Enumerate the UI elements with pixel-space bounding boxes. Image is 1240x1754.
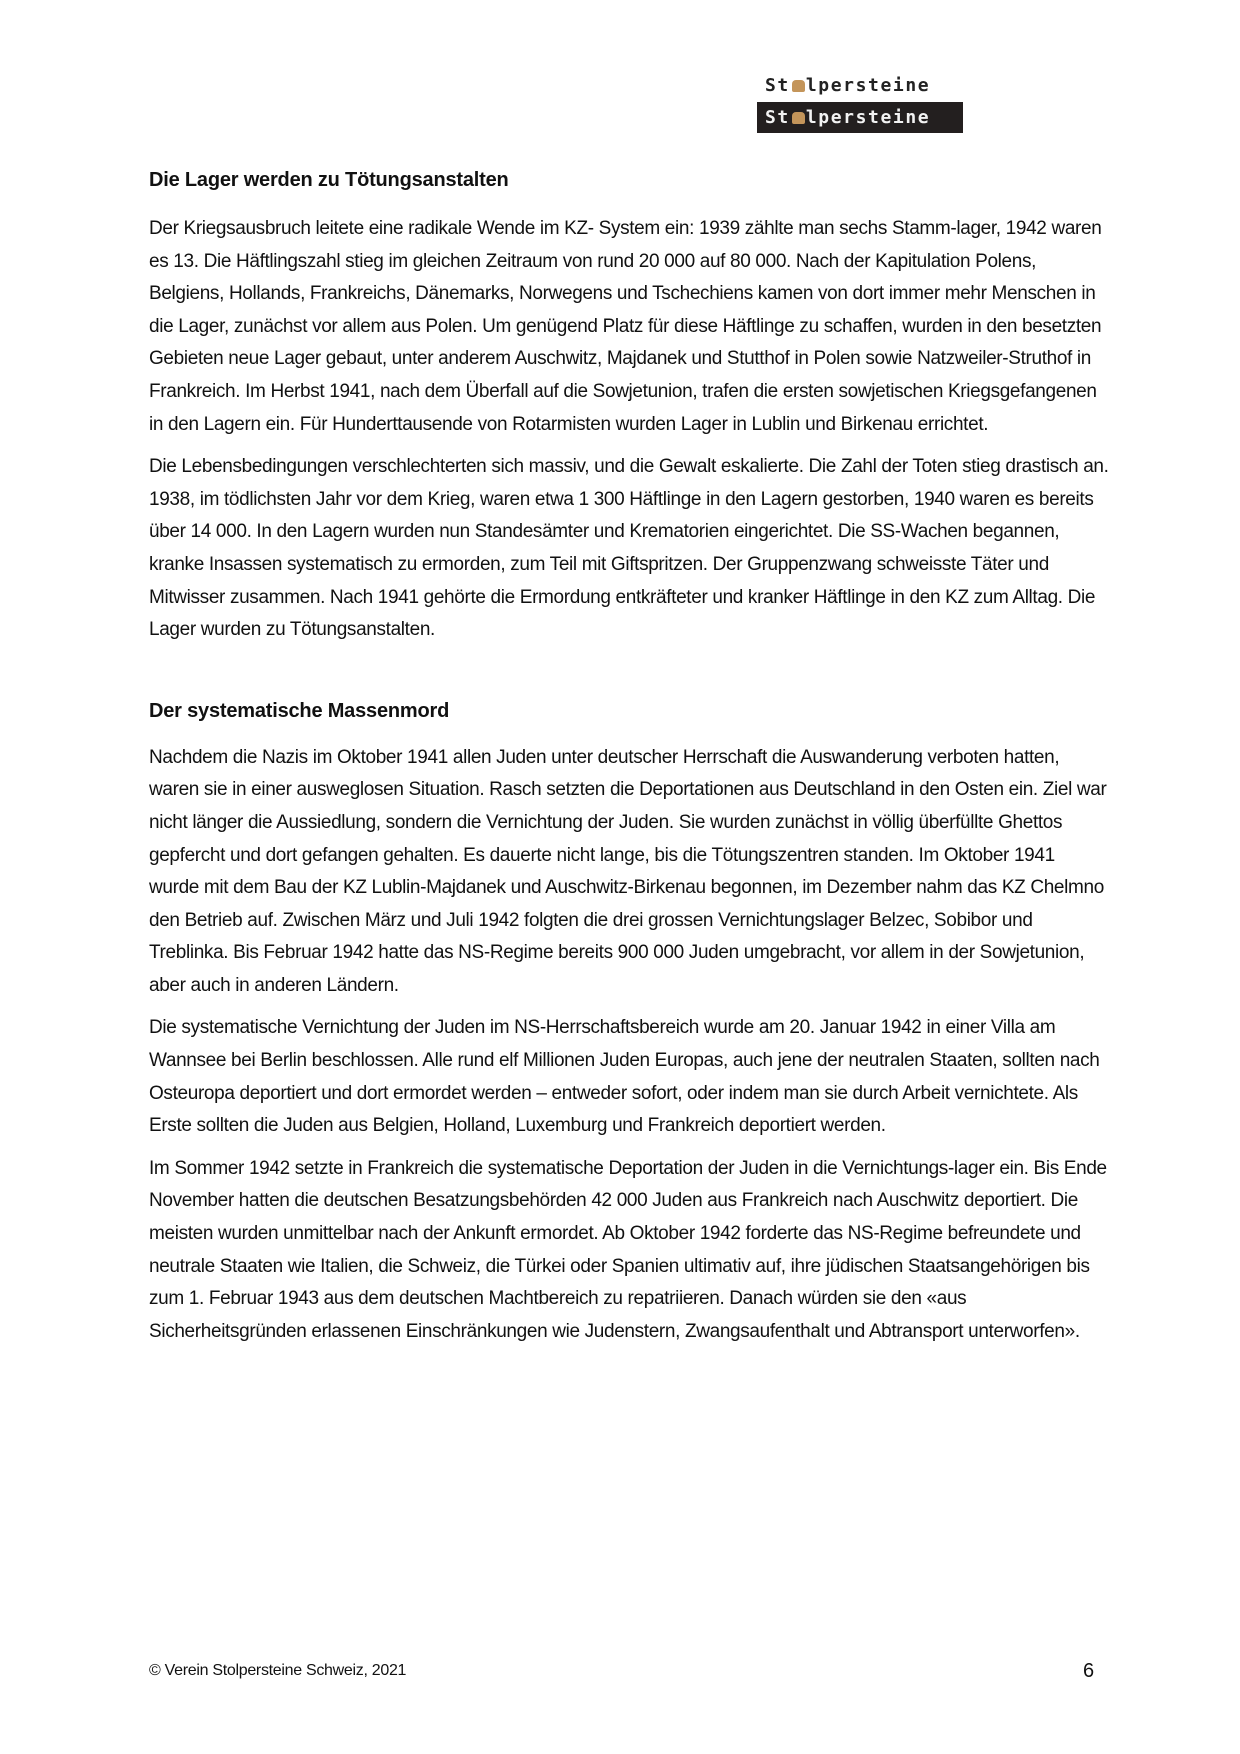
stone-icon (792, 80, 805, 92)
section-heading: Die Lager werden zu Tötungsanstalten (149, 169, 509, 191)
paragraph: Im Sommer 1942 setzte in Frankreich die systematische Deportation der Juden in die Vernichtungs-lager ein. Bis Ende November hatten die deutschen Besatzungsbehörden 42 000 Juden aus Frankreich nach Auschwitz deportiert. Die meisten wurden unmittelbar nach der Ankunft ermordet. Ab Oktober 1942 forderte das NS-Regime befreundete und neutrale Staaten wie Italien, die Schweiz, die Türkei oder Spanien ultimativ auf, ihre jüdischen Staatsangehörigen bis zum 1. Februar 1943 aus dem deutschen Machtbereich zu repatriieren. Danach würden sie den «aus Sicherheitsgründen erlassenen Einschränkungen wie Judenstern, Zwangsaufenthalt und Abtransport unterworfen». (149, 1157, 1107, 1342)
logo-wordmark-dark (757, 102, 963, 133)
section-heading: Der systematische Massenmord (149, 699, 450, 722)
paragraph: Die Lebensbedingungen verschlechterten sich massiv, und die Gewalt eskalierte. Die Zahl der Toten stieg drastisch an. 1938, im tödlichsten Jahr vor dem Krieg, waren etwa 1 300 Häftlinge in den Lagern gestorben, 1940 waren es bereits über 14 000. In den Lagern wurden nun Standesämter und Krematorien eingerichtet. Die SS-Wachen begannen, kranke Insassen systematisch zu ermorden, zum Teil mit Giftspritzen. Der Gruppenzwang schweisste Täter und Mitwisser zusammen. Nach 1941 gehörte die Ermordung entkräfteter und kranker Häftlinge in den KZ zum Alltag. Die Lager wurden zu Tötungsanstalten. (149, 456, 1109, 641)
page-number: 6 (1083, 1660, 1095, 1682)
logo-text-suffix: lpersteine (805, 75, 931, 96)
logo-wordmark-light (757, 74, 963, 98)
paragraph: Die systematische Vernichtung der Juden im NS-Herrschaftsbereich wurde am 20. Januar 1942 in einer Villa am Wannsee bei Berlin beschlossen. Alle rund elf Millionen Juden Europas, auch jene der neutralen Staaten, sollten nach Osteuropa deportiert und dort ermordet werden – entweder sofort, oder indem man sie durch Arbeit vernichtete. Als Erste sollten die Juden aus Belgien, Holland, Luxemburg und Frankreich deportiert werden. (149, 1017, 1100, 1137)
stone-icon (792, 112, 805, 124)
logo-text-prefix: St (765, 106, 790, 128)
stolpersteine-logo (757, 74, 963, 133)
document-body (149, 164, 1109, 1348)
footer-copyright: © Verein Stolpersteine Schweiz, 2021 (149, 1662, 407, 1679)
paragraph: Nachdem die Nazis im Oktober 1941 allen Juden unter deutscher Herrschaft die Auswanderung verboten hatten, waren sie in einer ausweglosen Situation. Rasch setzten die Deportationen aus Deutschland in den Osten ein. Ziel war nicht länger die Aussiedlung, sondern die Vernichtung der Juden. Sie wurden zunächst in völlig überfüllte Ghettos gepfercht und dort gefangen gehalten. Es dauerte nicht lange, bis die Tötungszentren standen. Im Oktober 1941 wurde mit dem Bau der KZ Lublin-Majdanek und Auschwitz-Birkenau begonnen, im Dezember nahm das KZ Chelmno den Betrieb auf. Zwischen März und Juli 1942 folgten die drei grossen Vernichtungslager Belzec, Sobibor und Treblinka. Bis Februar 1942 hatte das NS-Regime bereits 900 000 Juden umgebracht, vor allem in der Sowjetunion, aber auch in anderen Ländern. (149, 746, 1107, 996)
logo-text-prefix: St (765, 75, 790, 96)
logo-text-suffix: lpersteine (805, 106, 931, 128)
paragraph: Der Kriegsausbruch leitete eine radikale Wende im KZ- System ein: 1939 zählte man sechs Stamm-lager, 1942 waren es 13. Die Häftlingszahl stieg im gleichen Zeitraum von rund 20 000 auf 80 000. Nach der Kapitulation Polens, Belgiens, Hollands, Frankreichs, Dänemarks, Norwegens und Tschechiens kamen von dort immer mehr Menschen in die Lager, zunächst vor allem aus Polen. Um genügend Platz für diese Häftlinge zu schaffen, wurden in den besetzten Gebieten neue Lager gebaut, unter anderem Auschwitz, Majdanek und Stutthof in Polen sowie Natzweiler-Struthof in Frankreich. Im Herbst 1941, nach dem Überfall auf die Sowjetunion, trafen die ersten sowjetischen Kriegsgefangenen in den Lagern ein. Für Hunderttausende von Rotarmisten wurden Lager in Lublin und Birkenau errichtet. (149, 218, 1102, 435)
